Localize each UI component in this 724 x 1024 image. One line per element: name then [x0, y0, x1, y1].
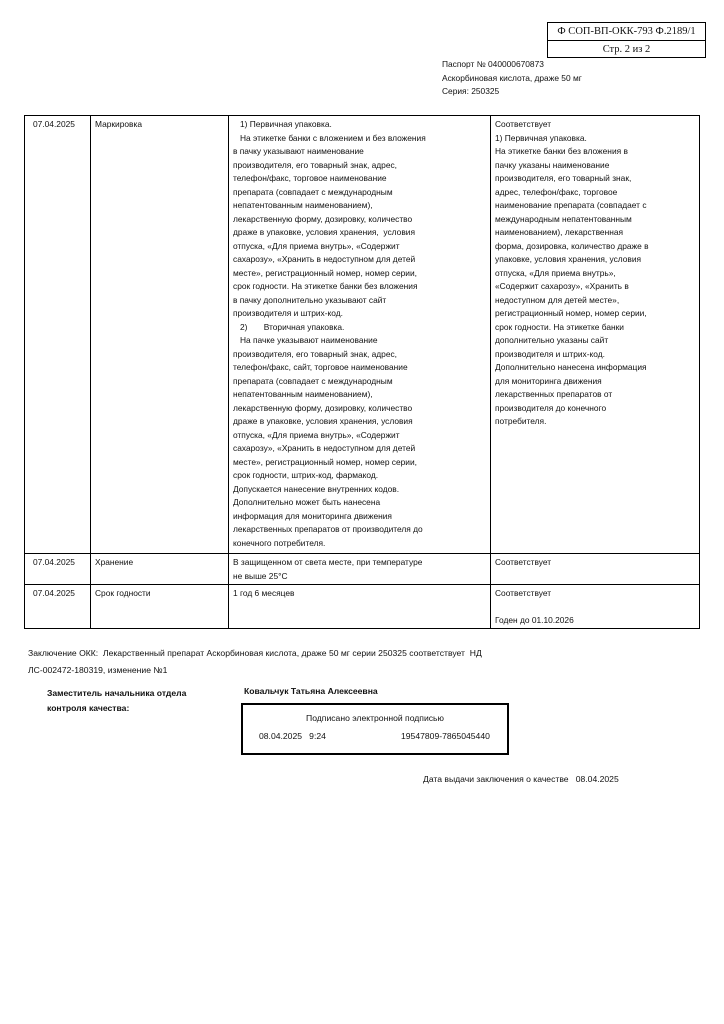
row-result: Соответствует	[491, 554, 700, 585]
row-parameter: Маркировка	[91, 116, 229, 554]
issue-date: Дата выдачи заключения о качестве 08.04.2025	[423, 774, 619, 784]
row-requirement: 1) Первичная упаковка. На этикетке банки с вложением и без вложения в пачку указывают наименование производителя, его товарный знак, адрес, телефон/факс, торговое наименование препарата (совпадает с международным непатентованным наименованием), лекарственную форму, дозировку, количество драже в упаковке, условия хранения, условия отпуска, «Для приема внутрь», «Содержит сахарозу», «Хранить в недоступном для детей месте», регистрационный номер, номер серии, срок годности. На этикетке банки без вложения в пачку дополнительно указывают сайт производителя и штрих-код. 2) Вторичная упаковка. На пачке указывают наименование производителя, его товарный знак, адрес, телефон/факс, сайт, торговое наименование препарата (совпадает с международным непатентованным наименованием), лекарственную форму, дозировку, количество драже в упаковке, условия хранения, условия отпуска, «Для приема внутрь», «Содержит сахарозу», «Хранить в недоступном для детей месте», регистрационный номер, номер серии, срок годности, штрих-код, фармакод. Допускается нанесение внутренних кодов. Дополнительно может быть нанесена информация для мониторинга движения лекарственных препаратов от производителя до конечного потребителя.	[229, 116, 491, 554]
row-parameter: Срок годности	[91, 585, 229, 629]
row-date: 07.04.2025	[25, 554, 91, 585]
row-date: 07.04.2025	[25, 585, 91, 629]
row-result: Соответствует 1) Первичная упаковка. На этикетке банки без вложения в пачку указаны наименование производителя, его товарный знак, адрес, телефон/факс, торговое наименование препарата (совпадает с международным непатентованным наименованием), лекарственная форма, дозировка, количество драже в упаковке, условия хранения, условия отпуска, «Для приема внутрь», «Содержит сахарозу», «Хранить в недоступном для детей месте», регистрационный номер, номер серии, срок годности. На этикетке банки дополнительно указаны сайт производителя и штрих-код. Дополнительно нанесена информация для мониторинга движения лекарственных препаратов от производителя до конечного потребителя.	[491, 116, 700, 554]
row-date: 07.04.2025	[25, 116, 91, 554]
table-row	[25, 116, 700, 554]
passport-block	[442, 58, 582, 99]
row-parameter: Хранение	[91, 554, 229, 585]
signature-number: 19547809-7865045440	[401, 731, 490, 741]
test-results-table	[24, 115, 700, 629]
form-code: Ф СОП-ВП-ОКК-793 Ф.2189/1	[548, 23, 705, 41]
form-code-box	[547, 22, 706, 58]
row-result: Соответствует Годен до 01.10.2026	[491, 585, 700, 629]
electronic-signature-stamp	[241, 703, 509, 755]
page-label: Стр. 2 из 2	[602, 44, 651, 55]
qc-conclusion: Заключение ОКК: Лекарственный препарат Аскорбиновая кислота, драже 50 мг серии 250325 соответствует НД ЛС-002472-180319, изменение №1	[28, 648, 482, 675]
passport-number: Паспорт № 040000670873	[442, 59, 544, 69]
table-row	[25, 554, 700, 585]
passport-series: Серия: 250325	[442, 86, 500, 97]
signature-label: Подписано электронной подписью	[306, 713, 444, 723]
passport-product: Аскорбиновая кислота, драже 50 мг	[442, 72, 582, 83]
row-requirement: 1 год 6 месяцев	[229, 585, 491, 629]
signature-datetime: 08.04.2025 9:24	[259, 731, 326, 741]
table-row	[25, 585, 700, 629]
row-requirement: В защищенном от света месте, при температуре не выше 25°С	[229, 554, 491, 585]
signer-name: Ковальчук Татьяна Алексеевна	[244, 686, 378, 696]
signer-title: Заместитель начальника отдела контроля качества:	[47, 688, 187, 713]
